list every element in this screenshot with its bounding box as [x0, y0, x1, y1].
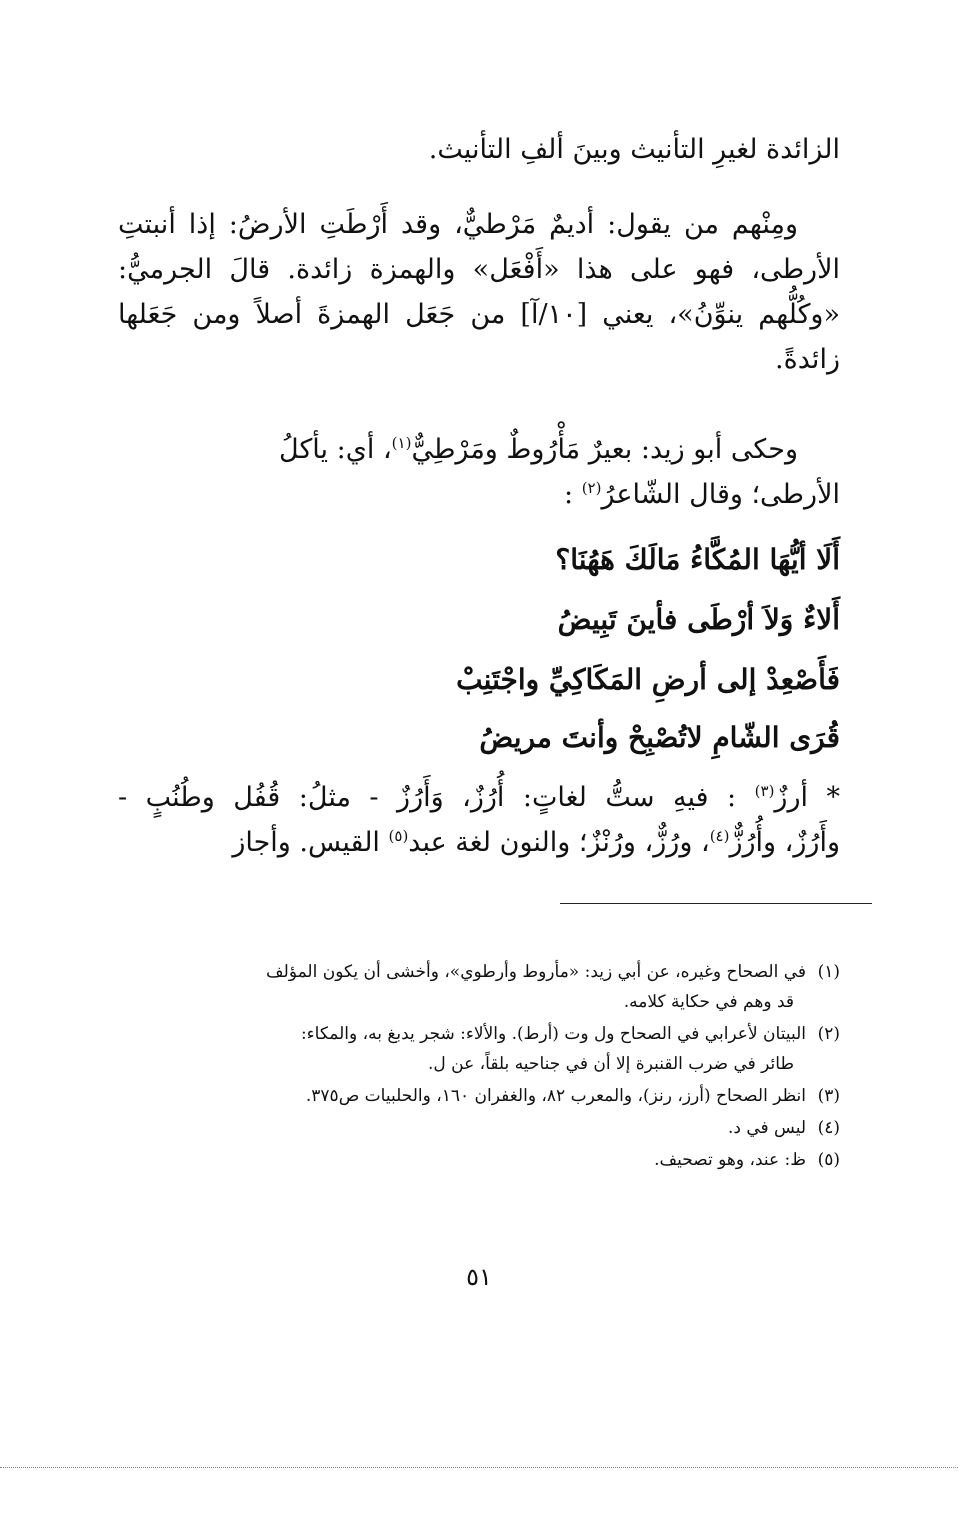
- entry-star: *: [826, 782, 841, 813]
- footnote-number: (٥): [817, 1150, 840, 1170]
- entry-line: [118, 823, 840, 863]
- body-line: ومِنْهم من يقول: أديمٌ مَرْطيٌّ، وقد أَرْطَتِ الأرضُ: إذا أنبتتِ: [118, 209, 798, 240]
- body-text: :: [564, 479, 582, 510]
- body-line: الزائدة لغيرِ التأنيث وبينَ ألفِ التأنيث.: [428, 134, 840, 165]
- footnote-ref: (٣): [754, 782, 775, 800]
- body-line: [118, 475, 840, 515]
- footnote-number: (٢): [817, 1024, 840, 1044]
- footnote: [118, 958, 840, 986]
- footnote-continuation: طائر في ضرب القنبرة إلا أن في جناحيه بلقاً، عن ل.: [428, 1054, 794, 1074]
- footnote-text: ظ: عند، وهو تصحيف.: [654, 1150, 806, 1170]
- body-line: زائدةً.: [775, 344, 840, 375]
- footnote-text: في الصحاح وغيره، عن أبي زيد: «مأروط وأرطوي»، وأخشى أن يكون المؤلف: [266, 962, 806, 982]
- body-text: ، ورُزٌّ، ورُنْزٌ؛ والنون لغة عبد: [408, 827, 710, 858]
- entry-line: [118, 778, 840, 818]
- footnote: [118, 1146, 840, 1174]
- body-text: الأرطى؛ وقال الشّاعرُ: [601, 479, 840, 510]
- verse-line: قُرَى الشّامِ لاتُصْبِحْ وأنتَ مريضُ: [479, 721, 840, 754]
- entry-head: أرزٌ: [774, 782, 809, 813]
- verse-line: فَأَصْعِدْ إلى أرضِ المَكَاكِيِّ واجْتَنِبْ: [456, 663, 840, 696]
- footnote-number: (١): [817, 962, 840, 982]
- body-text: ، أي: يأكلُ: [279, 434, 392, 465]
- verse-line: أَلاءٌ وَلاَ أرْطَى فأينَ تَبِيضُ: [557, 603, 840, 636]
- body-line: «وكُلُّهم ينوِّنُ»، يعني [١٠/آ] من جَعَل الهمزةَ أصلاً ومن جَعَلها: [118, 299, 840, 330]
- body-text: وحكى أبو زيد: بعيرٌ مَأْرُوطٌ ومَرْطِيٌّ: [411, 434, 798, 465]
- body-line: [118, 430, 840, 470]
- scan-edge: [0, 1467, 958, 1468]
- body-text: وأَرُزٌ، وأُرُزٌّ: [729, 827, 840, 858]
- body-text: : فيهِ ستُّ لغاتٍ: أُرُزٌ، وَأَرُزٌ - مثلُ: قُفُل وطُنُبٍ -: [118, 782, 737, 813]
- footnote-ref: (٢): [581, 479, 602, 497]
- verse-line: أَلَا أيُّهَا المُكَّاءُ مَالَكَ هَهُنَا؟: [555, 543, 840, 576]
- footnote-text: انظر الصحاح (أرز، رنز)، والمعرب ٨٢، والغفران ١٦٠، والحلبيات ص٣٧٥.: [305, 1086, 806, 1106]
- footnote-ref: (٤): [709, 827, 730, 845]
- page-number: ٥١: [466, 1263, 492, 1291]
- footnote: [118, 1114, 840, 1142]
- footnote-number: (٤): [817, 1118, 840, 1138]
- footnote-text: ليس في د.: [727, 1118, 806, 1138]
- footnote: [118, 1082, 840, 1110]
- footnote: [118, 1020, 840, 1048]
- footnote-separator: [560, 903, 872, 904]
- footnote-continuation: قد وهم في حكاية كلامه.: [623, 992, 794, 1012]
- footnote-number: (٣): [817, 1086, 840, 1106]
- footnote-ref: (١): [391, 434, 412, 452]
- footnote-text: البيتان لأعرابي في الصحاح ول وت (أرط). والألاء: شجر يدبغ به، والمكاء:: [300, 1024, 806, 1044]
- body-line: الأرطى، فهو على هذا «أَفْعَل» والهمزة زائدة. قالَ الجرميُّ:: [118, 254, 840, 285]
- footnote-ref: (٥): [388, 827, 409, 845]
- body-text: القيس. وأجاز: [232, 827, 389, 858]
